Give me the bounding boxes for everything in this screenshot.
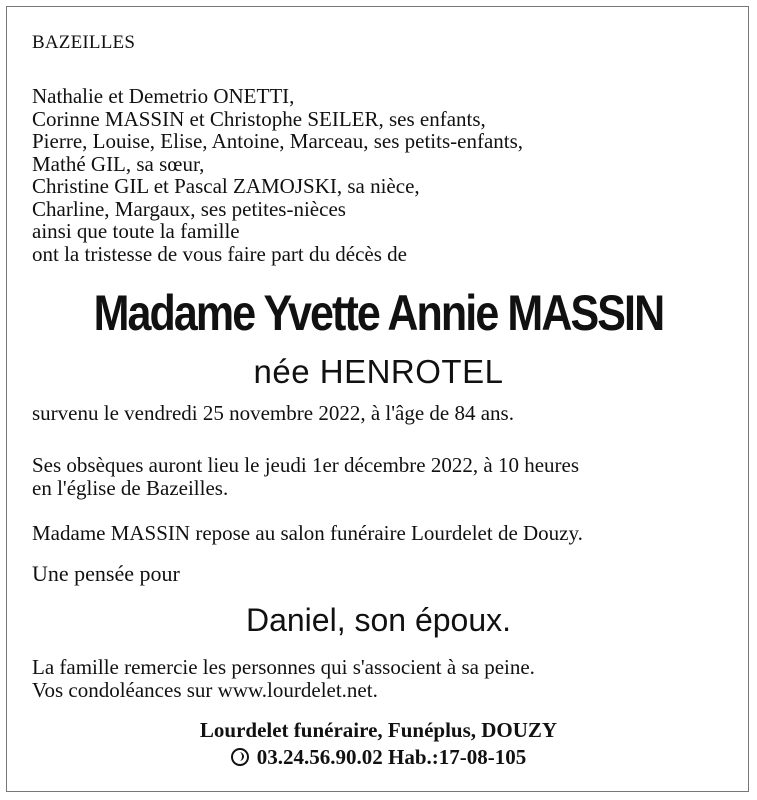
thanks-block [32, 656, 535, 701]
thought-intro: Une pensée pour [32, 561, 180, 586]
phone-line [0, 745, 757, 769]
family-line: Corinne MASSIN et Christophe SEILER, ses enfants, [32, 106, 486, 131]
thought-person: Daniel, son époux. [245, 602, 512, 638]
birth-name: née HENROTEL [253, 353, 504, 390]
funeral-line: en l'église de Bazeilles. [32, 475, 229, 500]
family-line: Pierre, Louise, Elise, Antoine, Marceau, ses petits-enfants, [32, 129, 524, 153]
family-line: Christine GIL et Pascal ZAMOJSKI, sa nièce, [32, 174, 420, 198]
family-list [32, 85, 523, 265]
family-line: Charline, Margaux, ses petites-nièces [32, 196, 346, 221]
phone-icon [231, 748, 249, 766]
condolences-line: Vos condoléances sur www.lourdelet.net. [32, 677, 378, 702]
family-line: ainsi que toute la famille [32, 219, 240, 243]
deceased-name: Madame Yvette Annie MASSIN [93, 285, 664, 341]
family-line: Nathalie et Demetrio ONETTI, [32, 84, 295, 108]
funeral-home: Lourdelet funéraire, Funéplus, DOUZY [199, 718, 558, 742]
funeral-info [32, 454, 579, 499]
family-line: ont la tristesse de vous faire part du décès de [32, 241, 407, 266]
family-line: Mathé GIL, sa sœur, [32, 151, 205, 176]
thanks-line: La famille remercie les personnes qui s'associent à sa peine. [32, 655, 535, 679]
town-heading: BAZEILLES [32, 32, 136, 53]
rest-info: Madame MASSIN repose au salon funéraire Lourdelet de Douzy. [32, 521, 583, 545]
death-info: survenu le vendredi 25 novembre 2022, à l'âge de 84 ans. [32, 401, 514, 425]
funeral-line: Ses obsèques auront lieu le jeudi 1er décembre 2022, à 10 heures [32, 453, 579, 477]
phone-number: 03.24.56.90.02 Hab.:17-08-105 [256, 745, 527, 769]
